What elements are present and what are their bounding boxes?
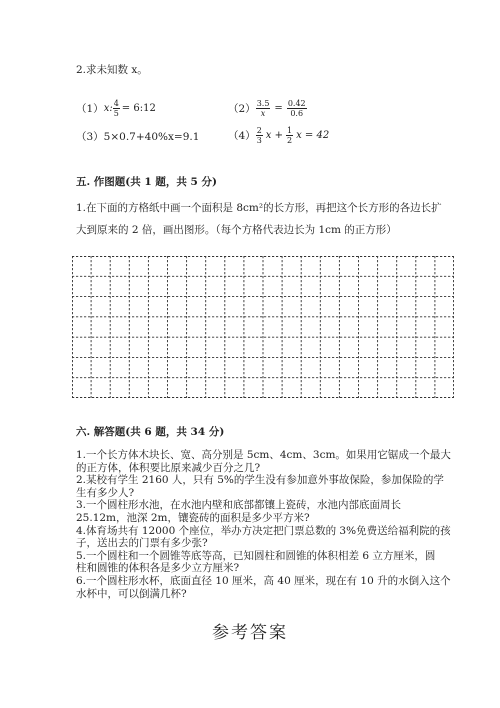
- equation-label: （1）: [76, 102, 104, 115]
- equation-text: x +: [265, 129, 283, 141]
- fraction-denominator: 5: [113, 108, 119, 118]
- question-list: [76, 449, 451, 600]
- fraction-denominator: 2: [286, 135, 293, 145]
- equation-2: [228, 96, 307, 120]
- question-line: 1.一个长方体木块长、宽、高分别是 5cm、4cm、3cm。如果用它锯成一个最大: [76, 449, 451, 461]
- equation-label: （2）: [228, 102, 256, 115]
- question-line: 水杯中，可以倒满几杯?: [76, 587, 187, 600]
- equation-text: x:: [103, 102, 113, 114]
- fraction-numerator: 0.42: [287, 98, 306, 108]
- equation-text: = 6:12: [121, 102, 156, 114]
- fraction: [256, 126, 263, 145]
- equation-label: （4）: [228, 129, 256, 142]
- equation-4: [228, 124, 329, 146]
- question-line: 4.体育场共有 12000 个座位，举办方决定把门票总数的 3%免费送给福利院的孩: [76, 524, 451, 537]
- question-line: 的正方体，体积要比原来减少百分之几?: [76, 461, 261, 474]
- question-line: 2.某校有学生 2160 人，只有 5%的学生没有参加意外事故保险，参加保险的学: [76, 474, 444, 487]
- fraction-numerator: 3.5: [256, 98, 270, 108]
- question-line: 子，送出去的门票有多少张?: [76, 537, 208, 550]
- section-title: 五. 作图题(共 1 题，共 5 分): [76, 176, 217, 188]
- equation-3: （3）5×0.7+40%x=9.1: [76, 131, 200, 143]
- question-line: 25.12m，池深 2m，镶瓷砖的面积是多少平方米?: [76, 511, 310, 524]
- equation-text: x = 42: [296, 129, 330, 141]
- equation-text: =: [274, 102, 283, 114]
- fraction-denominator: 3: [256, 135, 262, 145]
- question-line: 5.一个圆柱和一个圆锥等底等高，已知圆柱和圆锥的体积相差 6 立方厘米，圆: [76, 549, 436, 562]
- question-line: 3.一个圆柱形水池，在水池内壁和底部都镶上瓷砖，水池内部底面周长: [76, 499, 402, 512]
- fraction-numerator: 1: [286, 125, 293, 135]
- grid-paper[interactable]: [72, 256, 454, 398]
- question-text: 1.在下面的方格纸中画一个面积是 8cm²的长方形，再把这个长方形的各边长扩: [76, 202, 442, 214]
- question-line: 柱和圆锥的体积各是多少立方厘米?: [76, 562, 240, 575]
- answer-title: 参考答案: [212, 623, 288, 643]
- fraction: [113, 99, 120, 118]
- fraction: [256, 99, 271, 118]
- fraction-numerator: 4: [113, 98, 119, 108]
- fraction-numerator: 2: [256, 125, 262, 135]
- question-text: 大到原来的 2 倍，画出图形。（每个方格代表边长为 1cm 的正方形）: [76, 224, 397, 236]
- fraction-denominator: 0.6: [290, 108, 304, 118]
- question-line: 6.一个圆柱形水杯，底面直径 10 厘米，高 40 厘米，现在有 10 升的水倒入这个: [76, 574, 451, 587]
- fraction: [287, 99, 307, 118]
- fraction-denominator: x: [260, 108, 266, 118]
- equation-1: [76, 98, 156, 118]
- fraction: [286, 126, 293, 145]
- question-line: 生有多少人?: [76, 486, 135, 499]
- question-heading: 2.求未知数 x。: [76, 64, 148, 76]
- section-title: 六. 解答题(共 6 题，共 34 分): [76, 426, 225, 438]
